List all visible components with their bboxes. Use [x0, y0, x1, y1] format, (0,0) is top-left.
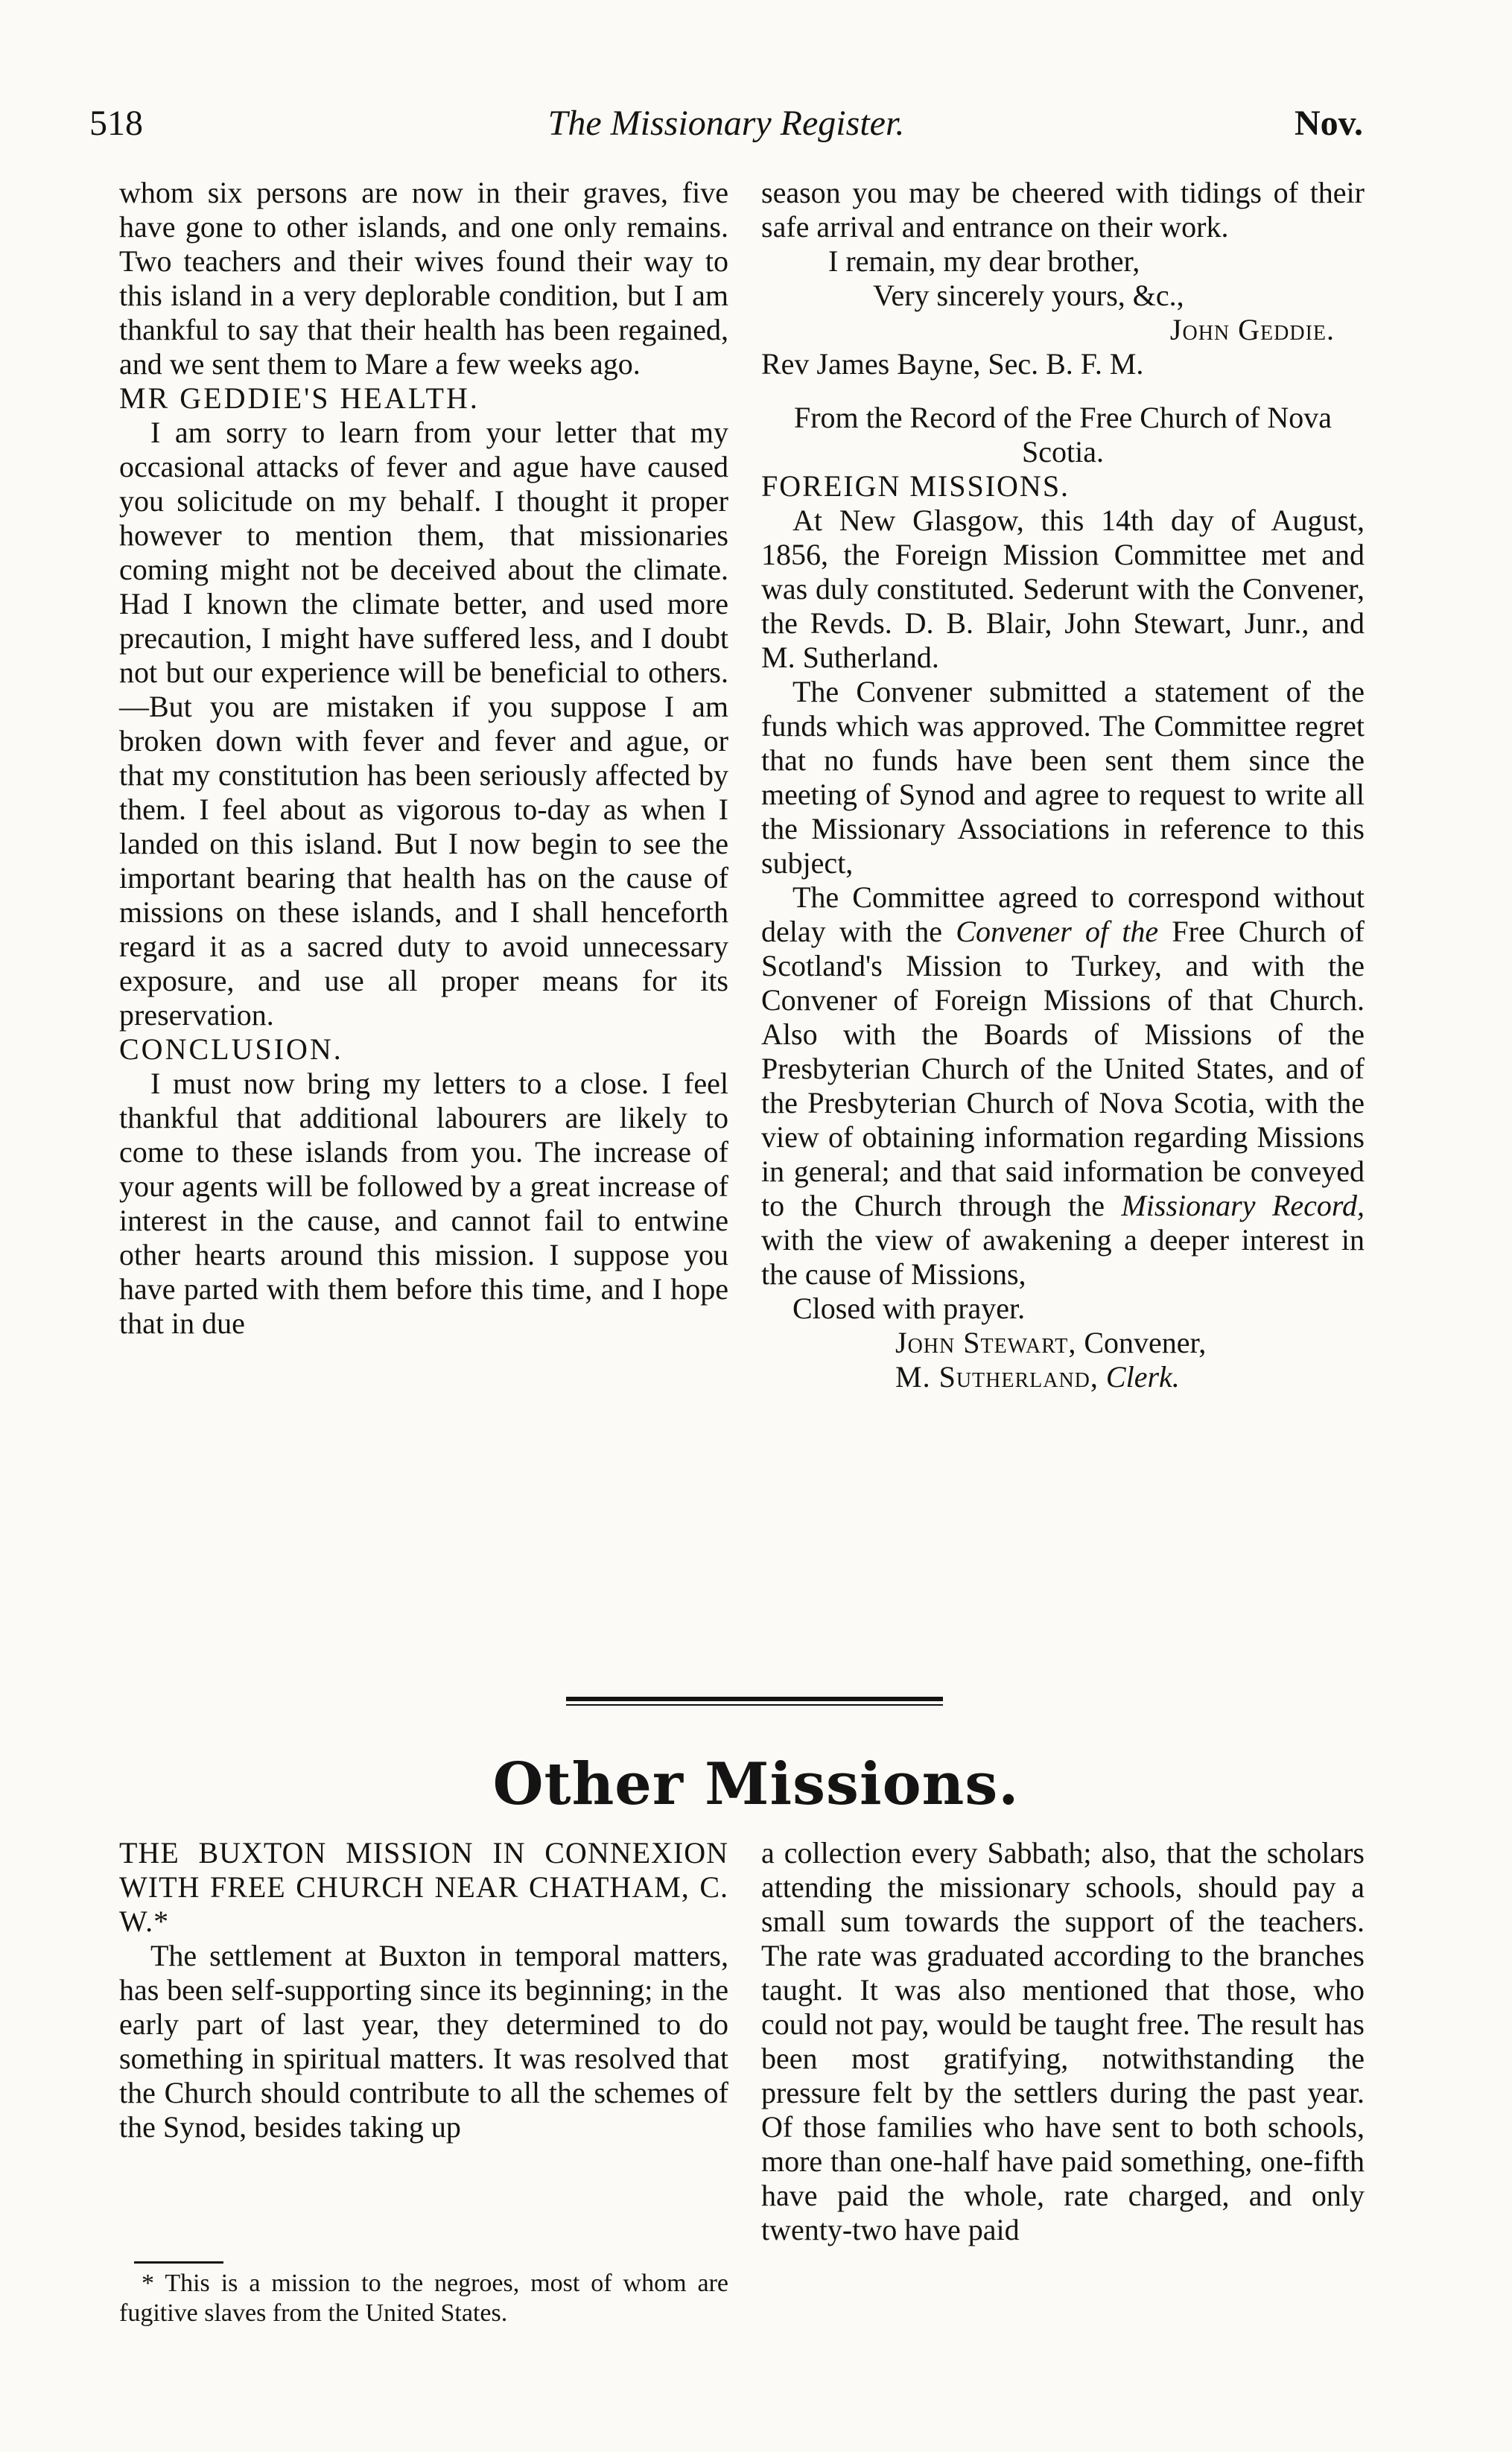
- paragraph: At New Glasgow, this 14th day of August, 1856, the Foreign Mission Committee met and was duly constituted. Sederunt with the Convener, the Revds. D. B. Blair, John Stewart, Junr., and M. Sutherland.: [761, 504, 1365, 674]
- right-column-top: [761, 176, 1365, 1394]
- source-line: From the Record of the Free Church of Nova Scotia.: [793, 401, 1332, 469]
- signature-name: John Geddie.: [1169, 313, 1335, 346]
- subheading-health: MR GEDDIE'S HEALTH.: [119, 381, 480, 415]
- left-column-bottom: [119, 1836, 728, 2144]
- paragraph: I must now bring my letters to a close. I feel thankful that additional labourers are likely to come to these islands from you. The increase of your agents will be followed by a great increase of interest in the cause, and cannot fail to entwine other hearts around this mission. I suppose you have parted with them before this time, and I hope that in due: [119, 1067, 728, 1340]
- signature-role: Convener,: [1076, 1326, 1207, 1359]
- letter-closing: I remain, my dear brother,: [828, 244, 1140, 278]
- month-label: Nov.: [1294, 104, 1363, 143]
- section-heading-other-missions: Other Missions.: [492, 1750, 1020, 1818]
- footnote: * This is a mission to the negroes, most of whom are fugitive slaves from the United States.: [119, 2270, 728, 2327]
- text-run: The Committee agreed to correspond without delay with the: [761, 880, 1365, 948]
- paragraph: whom six persons are now in their graves, five have gone to other islands, and one only remains. Two teachers and their wives found their way to this island in a very deplorable condition, but I am thankful to say that their health has been regained, and we sent them to Mare a few weeks ago.: [119, 176, 728, 381]
- italic-run: Missionary Record,: [1121, 1189, 1365, 1222]
- footnote-rule: [134, 2261, 223, 2264]
- paragraph: The Convener submitted a statement of the funds which was approved. The Committee regret that no funds have been sent them since the meeting of Synod and agree to request to write all the Missionary Associations in reference to this subject,: [761, 675, 1365, 880]
- article-title: THE BUXTON MISSION IN CONNEXION WITH FREE CHURCH NEAR CHATHAM, C. W.*: [119, 1836, 728, 1938]
- paragraph: The settlement at Buxton in temporal matters, has been self-supporting since its beginning; in the early part of last year, they determined to do something in spiritual matters. It was resolved that the Church should contribute to all the schemes of the Synod, besides taking up: [119, 1939, 728, 2144]
- addressee: Rev James Bayne, Sec. B. F. M.: [761, 347, 1144, 381]
- signature-name: John Stewart,: [895, 1326, 1077, 1359]
- letter-closing-2: Very sincerely yours, &c.,: [873, 279, 1184, 312]
- divider-rule: [566, 1704, 943, 1706]
- signature: [761, 313, 1365, 347]
- paragraph: [761, 880, 1365, 1292]
- paragraph: a collection every Sabbath; also, that the scholars attending the missionary schools, should pay a small sum towards the support of the teachers. The rate was graduated according to the branches taught. It was also mentioned that those, who could not pay, would be taught free. The result has been most gratifying, notwithstanding the pressure felt by the settlers during the past year. Of those families who have sent to both schools, more than one-half have paid something, one-fifth have paid the whole, rate charged, and only twenty-two have paid: [761, 1836, 1365, 2246]
- signature-clerk: [761, 1360, 1365, 1394]
- signature-role: Clerk.: [1105, 1360, 1180, 1394]
- page-header: [89, 103, 1363, 147]
- signature-convener: [761, 1326, 1365, 1360]
- paragraph: I am sorry to learn from your letter that my occasional attacks of fever and ague have caused you solicitude on my behalf. I thought it proper however to mention them, that missionaries coming might not be deceived about the climate. Had I known the climate better, and used more precaution, I might have suffered less, and I doubt not but our experience will be beneficial to others.—But you are mistaken if you suppose I am broken down with fever and fever and ague, or that my constitution has been seriously affected by them. I feel about as vigorous to-day as when I landed on this island. But I now begin to see the important bearing that health has on the cause of missions on these islands, and I shall henceforth regard it as a sacred duty to avoid unnecessary exposure, and use all proper means for its preservation.: [119, 416, 728, 1032]
- paragraph: season you may be cheered with tidings of their safe arrival and entrance on their work.: [761, 176, 1365, 244]
- closed-with-prayer: Closed with prayer.: [792, 1292, 1026, 1325]
- running-title: The Missionary Register.: [547, 104, 905, 143]
- section-title-foreign-missions: FOREIGN MISSIONS.: [761, 469, 1070, 503]
- text-run: with the view of awakening a deeper interest in the cause of Missions,: [761, 1223, 1365, 1291]
- left-column-top: [119, 176, 728, 1341]
- signature-name: M. Sutherland,: [895, 1360, 1099, 1394]
- italic-run: Convener of the: [956, 915, 1159, 948]
- page-number: 518: [89, 104, 143, 143]
- right-column-bottom: [761, 1836, 1365, 2247]
- text-run: Free Church of Scotland's Mission to Turkey, and with the Convener of Foreign Missions of that Church. Also with the Boards of Missions of the Presbyterian Church of the United States, and of the Presbyterian Church of Nova Scotia, with the view of obtaining information regarding Missions in general; and that said information be conveyed to the Church through the: [761, 915, 1365, 1222]
- divider-rule: [566, 1697, 943, 1701]
- subheading-conclusion: CONCLUSION.: [119, 1032, 343, 1066]
